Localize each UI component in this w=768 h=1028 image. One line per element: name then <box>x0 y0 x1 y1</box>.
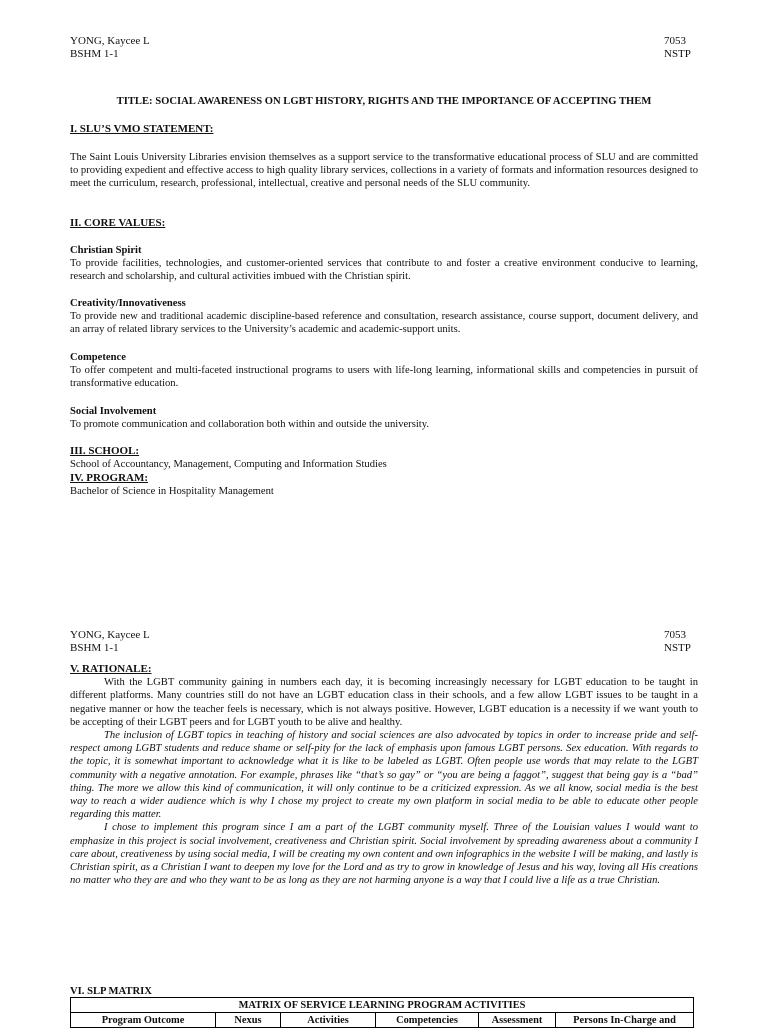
student-course: BSHM 1-1 <box>70 48 119 61</box>
rationale-paragraph-1: With the LGBT community gaining in numbers each day, it is becoming increasingly necessary for LGBT education to be taught in different platforms. Many countries still do not have an LGBT education class in their schools, and a few allow LGBT issues to be taught in a negative manner or how the teacher feels is necessary, which is not always positive. However, LGBT education is a necessity if we want youth to be accepting of their LGBT peers and for LGBT youth to be alive and healthy. <box>70 677 698 728</box>
class-info-page2 <box>664 629 691 655</box>
core-value-text: To promote communication and collaboration both within and outside the university. <box>70 419 429 431</box>
core-value-text: To offer competent and multi-faceted instructional programs to users with life-long learning, informational skills and competencies in pursuit of transformative education. <box>70 365 698 390</box>
matrix-column-header: Nexus <box>216 1013 281 1028</box>
matrix-column-header: Activities <box>281 1013 376 1028</box>
core-value-social-involvement <box>70 405 698 431</box>
program-heading: IV. PROGRAM: <box>70 472 149 484</box>
matrix-column-header: Competencies <box>376 1013 479 1028</box>
rationale-paragraph-2: The inclusion of LGBT topics in teaching of history and social sciences are also advocated by topics in order to increase pride and self-respect among LGBT students and reduce shame or self-pity for the lack of emphasis upon famous LGBT persons. Sex education. With regards to the topic, it is somewhat important to acknowledge what it is like to be labeled as LGBT. Often people use words that may relate to the LGBT community with a negative annotation. For example, phrases like “that’s so gay” or “you are being a faggot”, suggest that being gay is a “bad” thing. The more we allow this kind of communication, it will only continue to be a criticized expression. As we all know, social media is the best way to reach a wider audience which is why I chose my project to create my own platform in social media to be able to educate other people regarding this matter. <box>70 730 698 821</box>
core-value-title: Creativity/Innovativeness <box>70 298 186 309</box>
class-number: 7053 <box>664 629 686 641</box>
core-value-title: Competence <box>70 352 126 363</box>
matrix-title: MATRIX OF SERVICE LEARNING PROGRAM ACTIVITIES <box>71 998 694 1013</box>
slp-heading: VI. SLP MATRIX <box>70 986 152 997</box>
core-value-title: Social Involvement <box>70 406 157 417</box>
vmo-heading: I. SLU’S VMO STATEMENT: <box>70 123 214 135</box>
core-value-creativity <box>70 297 698 337</box>
core-value-text: To provide new and traditional academic discipline-based reference and consultation, research assistance, course support, document delivery, and an array of related library services to the University’s academic and academic-support units. <box>70 311 698 336</box>
rationale-heading: V. RATIONALE: <box>70 663 152 675</box>
rationale-section <box>70 663 698 887</box>
student-course: BSHM 1-1 <box>70 642 119 655</box>
core-value-competence <box>70 351 698 391</box>
class-number: 7053 <box>664 35 686 47</box>
matrix-column-header: Persons In-Charge and <box>556 1013 694 1028</box>
vmo-section <box>70 123 698 136</box>
class-subject: NSTP <box>664 642 691 655</box>
class-info <box>664 35 691 61</box>
program-text: Bachelor of Science in Hospitality Management <box>70 486 274 498</box>
rationale-paragraph-3: I chose to implement this program since I am a part of the LGBT community myself. Three of the Louisian values I would want to emphasize in this project is social involvement, creativeness and Christian spirit. Social involvement by spreading awareness about a community I care about, creativeness by using social media, I will be creating my own content and own infographics in the website I will be making, and lastly is Christian spirit, as a Christian I want to deepen my love for the Lord and as try to grow in knowledge of Jesus and his way, loving all His creations no matter who they are and who they want to be as long as they are not harming anyone is a way that I could live a life as a true Christian. <box>70 822 698 887</box>
school-heading: III. SCHOOL: <box>70 445 140 457</box>
core-value-text: To provide facilities, technologies, and customer-oriented services that contribute to and foster a creative environment conducive to learning, research and scholarship, and cultural activities imbued with the Christian spirit. <box>70 258 698 283</box>
student-info <box>70 35 150 61</box>
matrix-column-header: Program Outcome <box>71 1013 216 1028</box>
student-name: YONG, Kaycee L <box>70 35 150 47</box>
matrix-header-row <box>71 1013 694 1028</box>
slp-matrix-table <box>70 997 694 1028</box>
school-text: School of Accountancy, Management, Computing and Information Studies <box>70 459 387 471</box>
matrix-column-header: Assessment <box>479 1013 556 1028</box>
program-section <box>70 472 698 498</box>
vmo-text: The Saint Louis University Libraries envision themselves as a support service to the transformative educational process of SLU and are committed to providing expedient and effective access to high quality library services, collections in a variety of formats and information resources designed to meet the curriculum, research, professional, intellectual, creative and personal needs of the SLU community. <box>70 152 698 190</box>
student-name: YONG, Kaycee L <box>70 629 150 641</box>
core-value-christian-spirit <box>70 244 698 284</box>
class-subject: NSTP <box>664 48 691 61</box>
core-value-title: Christian Spirit <box>70 245 142 256</box>
school-section <box>70 445 698 471</box>
core-values-heading: II. CORE VALUES: <box>70 217 166 229</box>
core-values-heading-wrap <box>70 217 698 230</box>
student-info-page2 <box>70 629 150 655</box>
document-title: TITLE: SOCIAL AWARENESS ON LGBT HISTORY, RIGHTS AND THE IMPORTANCE OF ACCEPTING THEM <box>116 96 652 107</box>
